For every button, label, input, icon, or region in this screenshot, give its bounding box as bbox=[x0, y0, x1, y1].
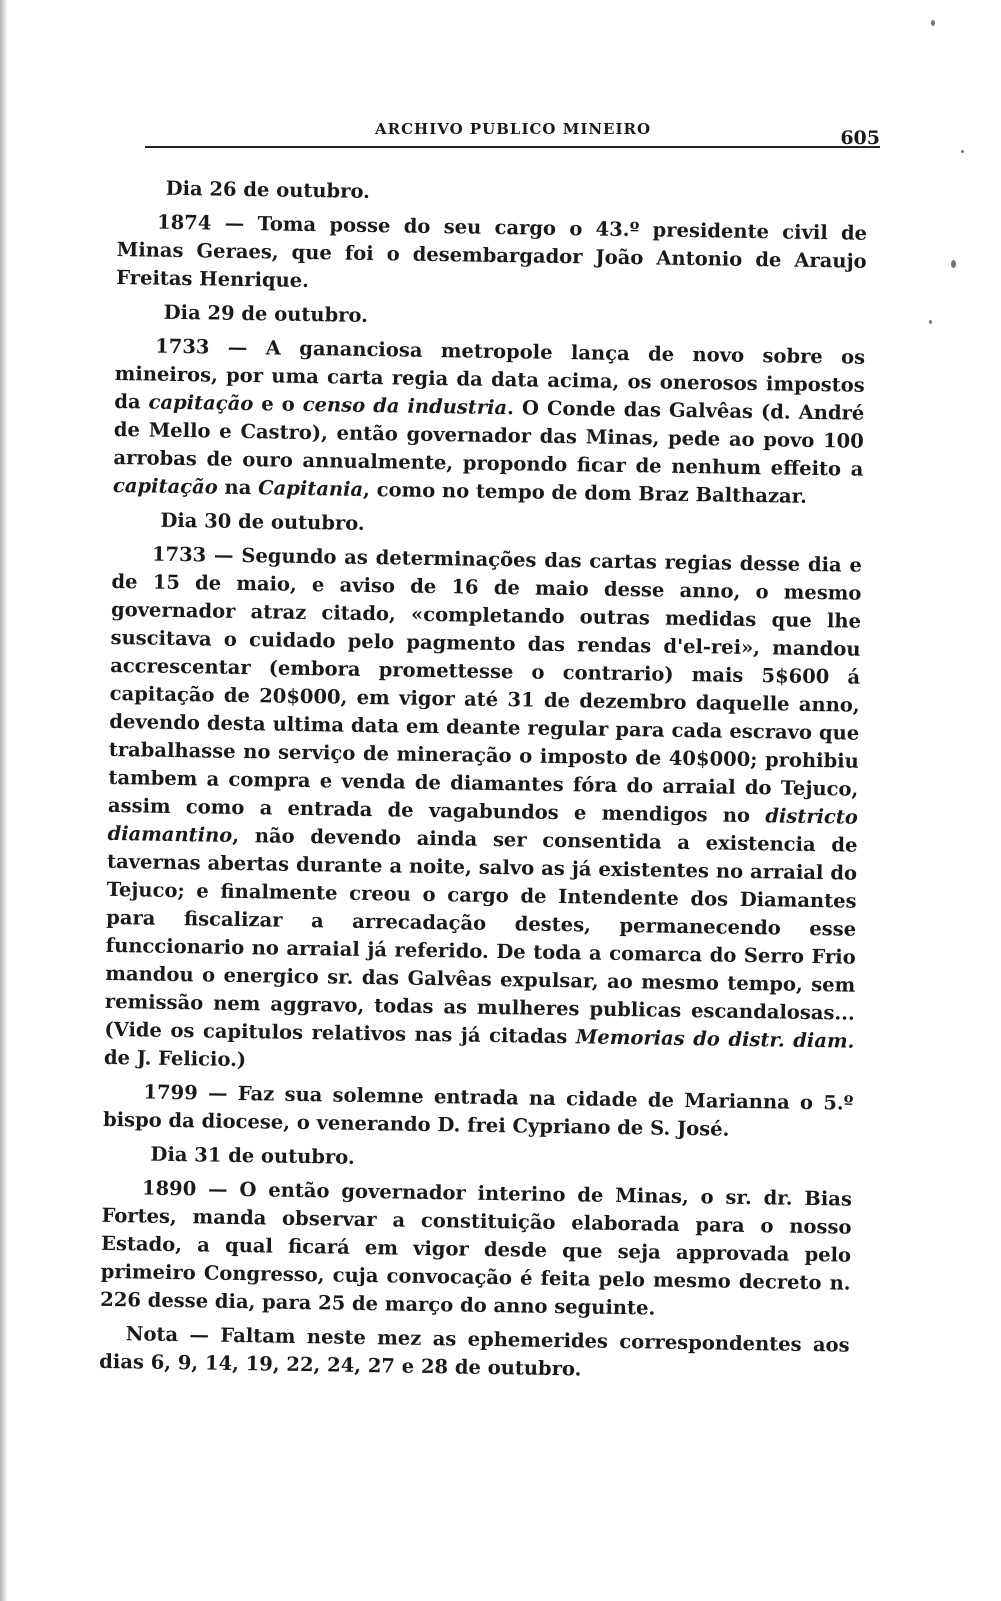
entry-year: 1874 bbox=[156, 210, 212, 235]
entry-italic: censo da industria bbox=[302, 392, 508, 420]
entry-text: — Faz sua solemne entrada na cidade de Marianna o 5.º bispo da diocese, o venerando D. frei Cypriano de S. José. bbox=[102, 1081, 854, 1141]
running-title: ARCHIVO PUBLICO MINEIRO bbox=[375, 120, 652, 138]
entry-italic: capitação bbox=[112, 473, 218, 499]
entry-italic: Capitania bbox=[257, 476, 364, 501]
entry-text: — Segundo as determinações das cartas regias desse dia e de 15 de maio, e aviso de 16 de maio desse anno, o mesmo governador atraz citado, «completando outras medidas que lhe suscitava o cuidado pelo pagmento das rendas d'el-rei», mandou accrescentar (embora promettesse o contrario) mais 5$600 á capitação de 20$000, em vigor até 31 de dezembro daquelle anno, devendo desta ultima data em deante regular para cada escravo que trabalhasse no serviço de mineração o imposto de 40$000; prohibiu tambem a compra e venda de diamantes fóra do arraial do Tejuco, assim como a entrada de vagabundos e mendigos no bbox=[107, 543, 863, 828]
date-heading: Dia 31 de outubro. bbox=[150, 1142, 355, 1169]
entry-text: , não devendo ainda ser consentida a existencia de tavernas abertas durante a noite, salvo as já existentes no arraial do Tejuco; e finalmente creou o cargo de Intendente dos Diamantes para fiscalizar a arrecadação destes, permanecendo esse funccionario no arraial já referido. De toda a comarca do Serro Frio mandou o energico sr. das Galvêas expulsar, ao mesmo tempo, sem remissão nem aggravo, todas as mulheres publicas escandalosas... (Vide os capitulos relativos nas já citadas bbox=[104, 823, 858, 1049]
entry-year: 1733 bbox=[151, 542, 207, 567]
page-number: 605 bbox=[840, 127, 880, 149]
entry-year: 1799 bbox=[143, 1080, 198, 1105]
page-body bbox=[99, 168, 868, 1394]
note-label: Nota bbox=[125, 1322, 179, 1347]
entry-text: . O Conde das Galvêas (d. André de Mello e Castro), então governador das Minas, pede ao povo 100 arrobas de ouro annualmente, propondo ficar de nenhum effeito a bbox=[113, 396, 865, 481]
entry-1733-a bbox=[113, 332, 866, 512]
date-heading: Dia 30 de outubro. bbox=[160, 508, 365, 535]
entry-year: 1890 bbox=[141, 1176, 197, 1201]
entry-text: e o bbox=[253, 392, 303, 416]
entry-text: — O então governador interino de Minas, o sr. dr. Bias Fortes, manda observar a constituição elaborada para o nosso Estado, a qual ficará em vigor desde que seja approvada pelo primeiro Congresso, cuja convocação é feita pelo mesmo decreto n. 226 desse dia, para 25 de março do anno seguinte. bbox=[100, 1177, 853, 1320]
paper-specks bbox=[921, 0, 981, 360]
entry-text: , como no tempo de dom Braz Balthazar. bbox=[362, 477, 808, 508]
footnote bbox=[99, 1320, 850, 1388]
note-text: — Faltam neste mez as ephemerides correspondentes aos dias 6, 9, 14, 19, 22, 24, 27 e 28 de outubro. bbox=[99, 1323, 850, 1381]
entry-1733-b bbox=[104, 540, 862, 1084]
page-binding-shadow bbox=[0, 0, 8, 1601]
entry-text: na bbox=[217, 475, 259, 500]
entry-italic: Memorias do distr. diam. bbox=[575, 1025, 855, 1053]
date-heading: Dia 29 de outubro. bbox=[163, 300, 369, 327]
entry-1890 bbox=[100, 1174, 852, 1326]
entry-1874 bbox=[116, 208, 867, 304]
entry-1799 bbox=[103, 1078, 854, 1146]
entry-text: de J. Felicio.) bbox=[103, 1045, 247, 1072]
entry-italic: capitação bbox=[148, 390, 254, 416]
header-rule bbox=[145, 146, 880, 148]
entry-text: — Toma posse do seu cargo o 43.º presidente civil de Minas Geraes, que foi o desembargador João Antonio de Araujo Freitas Henrique. bbox=[116, 211, 868, 293]
date-heading: Dia 26 de outubro. bbox=[165, 176, 371, 203]
entry-text: — A gananciosa metropole lança de novo sobre os mineiros, por uma carta regia da data acima, os onerosos impostos da bbox=[114, 335, 866, 414]
running-header bbox=[145, 112, 880, 152]
entry-italic: districto diamantino bbox=[107, 804, 859, 847]
entry-year: 1733 bbox=[155, 334, 210, 359]
